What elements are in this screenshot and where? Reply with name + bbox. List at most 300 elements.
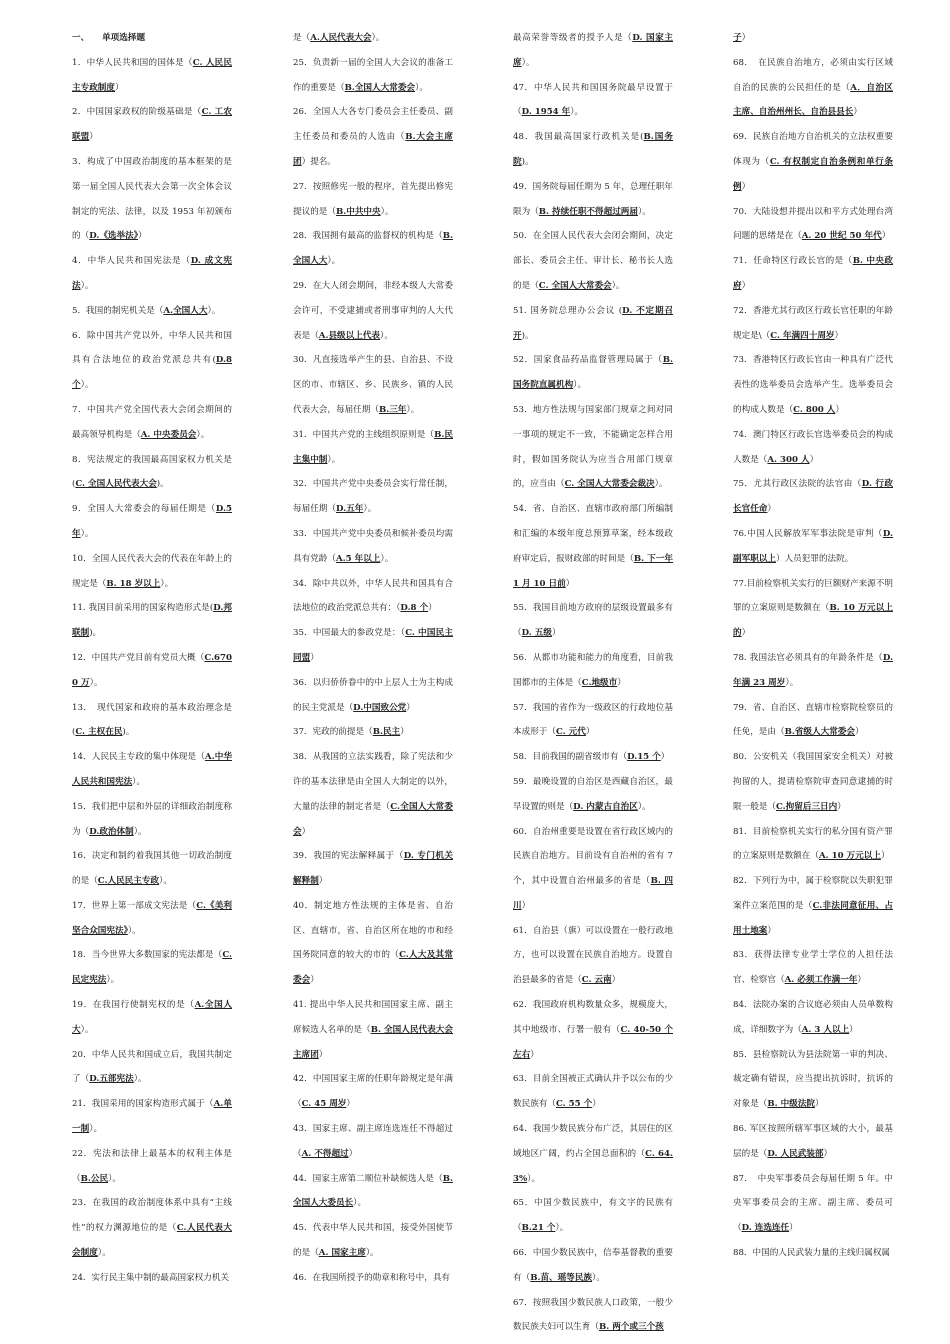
- answer-text: A. 3 人以上: [801, 1024, 850, 1035]
- answer-text: A. 20 世纪 50 年代: [801, 231, 882, 242]
- question-text: 31．中国共产党的主线组织原则是（: [293, 429, 435, 440]
- question-text: ）: [789, 1223, 798, 1234]
- question-item: [72, 596, 232, 646]
- answer-text: B.全国人大常委会: [344, 82, 415, 93]
- question-item: [72, 993, 232, 1043]
- question-text: 54．省、自治区、直辖市政府部门所编制和汇编的本级年度总预算草案，经本级政府审定后，报财政部的时间是（: [513, 504, 673, 564]
- question-item: [733, 472, 893, 522]
- answer-text: B.国务院: [513, 132, 673, 167]
- answer-text: D.《选举法》: [89, 231, 139, 242]
- question-text: ）: [585, 727, 595, 738]
- question-text: ）。: [97, 1248, 111, 1259]
- question-item: [293, 175, 453, 225]
- question-text: ）。: [380, 553, 394, 564]
- question-item: [513, 1291, 673, 1341]
- answer-text: A. 300 人: [767, 454, 810, 465]
- question-text: 46．在我国所授予的勋章和称号中，具有: [293, 1272, 451, 1283]
- question-text: 37．宪政的前提是（: [293, 727, 373, 738]
- question-item: [293, 894, 453, 993]
- question-text: ）。: [363, 504, 377, 515]
- question-text: 12．中国共产党目前有党员大概（: [72, 652, 205, 663]
- question-text: 26．全国人大各专门委员会主任委员、副主任委员和委员的人选由（: [293, 107, 453, 143]
- question-item: [513, 76, 673, 126]
- answer-text: C. 全国人大常委会: [538, 280, 612, 291]
- question-text: ）: [565, 578, 575, 589]
- question-item: [72, 497, 232, 547]
- question-text: 61．自治县（旗）可以设置在一般行政地方，也可以设置在民族自治地方。设置自治县最多的省是（: [513, 925, 673, 986]
- question-text: 41. 提出中华人民共和国国家主席、副主席候选人名单的是（: [293, 1000, 453, 1035]
- text-column-4: [733, 26, 893, 1266]
- question-item: [293, 993, 453, 1067]
- question-text: ）提名。: [301, 156, 336, 167]
- question-item: [513, 770, 673, 820]
- answer-text: B. 10 万元以上的: [733, 603, 893, 639]
- question-text: ）: [767, 504, 776, 515]
- question-text: ）。: [80, 380, 94, 391]
- question-item: [293, 1266, 453, 1291]
- answer-text: A. 不得超过: [301, 1148, 349, 1159]
- question-item: [293, 572, 453, 622]
- question-item: [733, 423, 893, 473]
- question-item: [733, 696, 893, 746]
- question-item: [733, 125, 893, 199]
- question-text: ）。: [327, 256, 341, 267]
- question-text: ）: [855, 727, 864, 738]
- question-text: ）: [521, 900, 531, 911]
- question-text: 75．尤其行政区法院的法官由（: [733, 479, 862, 490]
- question-item: [293, 745, 453, 844]
- question-text: )。: [156, 479, 169, 490]
- answer-text: C. 民定宪法: [72, 950, 232, 986]
- question-text: ）: [881, 231, 891, 242]
- answer-text: B.民主集中制: [293, 429, 454, 465]
- answer-text: C.人民民主专政: [97, 876, 160, 887]
- answer-text: B. 全国人民代表大会主席团: [293, 1024, 453, 1060]
- question-text: 38．从我国的立法实践看，除了宪法和少许的基本法律是由全国人大制定的以外，大量的法律的制定者是（: [293, 752, 453, 812]
- question-text: ）: [551, 628, 561, 639]
- answer-text: B. 下一年 1 月 10 日前: [513, 553, 673, 589]
- question-text: ）: [880, 851, 890, 862]
- answer-text: D. 专门机关解释制: [293, 851, 453, 887]
- question-text: 71．任命特区行政长官的是（: [733, 256, 853, 267]
- answer-text: D.政治体制: [89, 826, 134, 837]
- answer-text: A.人民代表大会: [310, 33, 372, 43]
- question-text: ）。: [132, 776, 146, 787]
- question-text: ）。: [637, 206, 651, 217]
- question-item: [72, 795, 232, 845]
- question-item: [72, 646, 232, 696]
- question-text: 66．中国少数民族中，信奉基督教的重要有（: [513, 1248, 673, 1283]
- question-text: 13． 现代国家和政府的基本政治理念是(: [72, 702, 232, 738]
- question-text: ）。: [521, 57, 535, 68]
- answer-text: C.非法同意征用、占用土地案: [733, 900, 893, 936]
- answer-text: A.中华人民共和国宪法: [72, 752, 232, 787]
- question-text: 63．目前全国被正式确认并予以公布的少数民族有（: [513, 1074, 673, 1110]
- question-item: [513, 1117, 673, 1191]
- question-item: [72, 1043, 232, 1093]
- question-text: 70．大陆设想并提出以和平方式处理台湾问题的思绪是在（: [733, 206, 893, 242]
- question-text: 20．中华人民共和国成立后，我国共制定了（: [72, 1049, 232, 1085]
- question-text: )。: [521, 156, 534, 167]
- question-text: ）。: [371, 33, 385, 43]
- question-text: 17．世界上第一部成文宪法是（: [72, 900, 197, 911]
- question-text: 80．公安机关（我国国家安全机关）对被拘留的人，提请检察院审查同意逮捕的时限一般是（: [733, 752, 893, 812]
- answer-text: C.地级市: [581, 677, 618, 688]
- question-text: 86. 军区按照所辖军事区域的大小，最基层的是（: [733, 1124, 893, 1159]
- question-text: 35．中国最大的参政党是：（: [293, 628, 406, 639]
- question-item: [513, 1241, 673, 1291]
- question-text: ）。: [89, 1124, 103, 1135]
- answer-text: C. 中国民主同盟: [293, 628, 453, 663]
- question-text: 一、 单项选择题: [72, 33, 146, 43]
- question-text: ）。: [108, 1173, 121, 1184]
- question-text: 65．中国少数民族中，有文字的民族有（: [513, 1198, 673, 1234]
- question-item: [293, 720, 453, 745]
- question-text: ）。: [133, 826, 147, 837]
- question-text: ）: [741, 33, 751, 43]
- question-text: )。: [89, 628, 102, 639]
- question-text: ）: [834, 330, 844, 341]
- question-text: ）: [310, 975, 319, 986]
- question-text: ）: [857, 975, 866, 986]
- question-text: ）。: [207, 305, 221, 316]
- question-item: [733, 348, 893, 422]
- answer-text: D.5 年: [72, 504, 232, 539]
- answer-text: A. 国家主席: [318, 1248, 366, 1259]
- question-text: 82．下列行为中，属于检察院以失职犯罪案件立案范围的是（: [733, 876, 893, 911]
- question-text: ）。: [406, 404, 420, 415]
- question-item: [72, 324, 232, 398]
- question-text: ）: [348, 1148, 358, 1159]
- question-item: [733, 572, 893, 646]
- question-item: [72, 696, 232, 746]
- answer-text: A.全国人大: [72, 1000, 233, 1035]
- question-text: 43．国家主席、副主席连选连任不得超过（: [293, 1124, 453, 1159]
- question-item: [293, 26, 453, 51]
- answer-text: A. 10 万元以上: [818, 851, 881, 862]
- question-text: ）。: [570, 107, 584, 118]
- question-item: [293, 522, 453, 572]
- question-text: 57．我国的省作为一级政区的行政地位基本成形于（: [513, 702, 673, 738]
- question-text: ）: [301, 826, 311, 837]
- answer-text: B.苗、瑶等民族: [530, 1272, 593, 1283]
- answer-text: B. 持续任职不得超过两届: [538, 206, 638, 217]
- question-item: [72, 1142, 232, 1192]
- answer-text: B.大会主席团: [293, 132, 453, 167]
- question-item: [513, 745, 673, 770]
- question-item: [72, 249, 232, 299]
- question-text: ）: [530, 1049, 539, 1060]
- answer-text: D. 成文宪法: [72, 256, 233, 291]
- answer-text: B. 两个或三个孩: [598, 1322, 664, 1333]
- question-item: [72, 51, 232, 101]
- question-text: ）: [741, 628, 751, 639]
- question-text: 78. 我国法官必须具有的年龄条件是（: [733, 652, 883, 663]
- question-item: [72, 547, 232, 597]
- question-item: [733, 1241, 893, 1266]
- answer-text: D.15 个: [627, 752, 661, 763]
- question-text: 47．中华人民共和国国务院最早设置于（: [513, 82, 673, 118]
- question-text: ）。: [80, 280, 94, 291]
- question-text: ）。: [327, 454, 341, 465]
- answer-text: B.21 个: [521, 1223, 556, 1234]
- question-text: 87． 中央军事委员会每届任期 5 年。中央军事委员会的主席、副主席、委员可（: [733, 1173, 893, 1234]
- question-text: 8．宪法规定的我国最高国家权力机关是(: [72, 454, 232, 490]
- question-text: ）。: [380, 330, 393, 341]
- question-text: 68． 在民族自治地方，必须由实行区域自治的民族的公民担任的是（: [733, 57, 893, 93]
- answer-text: C. 人民民主专政制度: [72, 57, 232, 93]
- question-text: ）。: [89, 677, 103, 688]
- question-item: [733, 993, 893, 1043]
- question-text: ）。: [527, 1173, 541, 1184]
- question-text: 81．目前检察机关实行的私分国有资产罪的立案原则是数额在（: [733, 826, 893, 862]
- question-item: [733, 1043, 893, 1117]
- answer-text: A.5 年以上: [335, 553, 381, 564]
- question-item: [513, 348, 673, 398]
- answer-text: D. 副军职以上: [733, 528, 893, 564]
- question-text: 2．中国国家政权的阶级基础是（: [72, 107, 202, 118]
- answer-text: A.全国人大: [163, 305, 208, 316]
- answer-text: C. 有权制定自治条例和单行条例: [733, 156, 893, 192]
- answer-text: D. 不定期召开: [513, 305, 673, 341]
- question-text: 88．中国的人民武装力量的主线归属权属: [733, 1248, 891, 1259]
- answer-text: C. 40-50 个左右: [513, 1024, 673, 1060]
- answer-text: C.6700 万: [72, 652, 232, 688]
- answer-text: C.人民代表大会制度: [72, 1223, 232, 1259]
- question-text: ）: [592, 1099, 601, 1110]
- question-text: 最高荣誉等级者的授予人是（: [513, 33, 633, 43]
- answer-text: C.拘留后三日内: [775, 801, 838, 812]
- question-item: [72, 1092, 232, 1142]
- question-item: [293, 1216, 453, 1266]
- question-text: ）: [310, 652, 319, 663]
- text-column-1: [72, 26, 232, 1291]
- question-text: ）: [853, 107, 862, 118]
- question-text: 21．我国采用的国家构造形式属于（: [72, 1099, 214, 1110]
- question-text: 36．以归侨侨眷中的中上层人士为主构成的民主党派是（: [293, 677, 453, 713]
- answer-text: D.8 个: [400, 603, 429, 614]
- question-item: [513, 1067, 673, 1117]
- question-text: 23．在我国的政治制度体系中具有“主线性”的权力渊源地位的是（: [72, 1198, 232, 1234]
- question-text: 53．地方性法规与国家部门规章之间对同一事项的规定不一致，不能确定怎样合用时，假如国务院认为应当合用部门规章的，应当由（: [513, 404, 673, 490]
- answer-text: C. 55 个: [555, 1099, 593, 1110]
- answer-text: A. 必须工作满一年: [784, 975, 858, 986]
- question-item: [293, 51, 453, 101]
- question-text: ）: [114, 82, 124, 93]
- answer-text: A．自治区主席、自治州州长、自治县县长: [733, 82, 893, 118]
- question-text: 50．在全国人民代表大会闭会期间，决定部长、委员会主任、审计长、秘书长人选的是（: [513, 231, 673, 291]
- question-text: 11. 我国目前采用的国家构造形式是(: [72, 603, 214, 614]
- answer-text: C. 全国人大常委会裁决: [564, 479, 655, 490]
- question-text: ）。: [127, 925, 141, 936]
- question-item: [293, 621, 453, 671]
- question-text: ）。: [365, 1248, 379, 1259]
- answer-text: B. 中央政府: [733, 256, 894, 291]
- question-item: [733, 51, 893, 125]
- question-text: 62．我国政府机构数量众多，规模庞大，其中地级市、行署一般有（: [513, 1000, 673, 1035]
- question-text: ）: [400, 727, 409, 738]
- question-item: [293, 1117, 453, 1167]
- answer-text: B.民主: [372, 727, 401, 738]
- question-text: 5．我国的制宪机关是（: [72, 305, 164, 316]
- question-text: 69．民族自治地方自治机关的立法权重要体现为（: [733, 132, 893, 167]
- question-text: 72．香港尤其行政区行政长官任职的年龄规定是\（: [733, 305, 893, 341]
- question-text: ）。: [415, 82, 428, 93]
- question-text: ）。: [80, 528, 94, 539]
- question-item: [513, 125, 673, 175]
- question-text: ）。: [160, 578, 174, 589]
- answer-text: D.中国致公党: [353, 702, 407, 713]
- answer-text: C. 全国人民代表大会: [75, 479, 157, 490]
- answer-text: D. 内蒙古自治区: [573, 801, 638, 812]
- question-text: 1．中华人民共和国的国体是（: [72, 57, 193, 68]
- answer-text: A.单一制: [72, 1099, 232, 1135]
- question-text: 74．澳门特区行政长官选举委员会的构成人数是（: [733, 429, 893, 465]
- question-text: 29．在大人闭会期间，非经本级人大常委会许可，不受逮捕或者刑事审判的人大代表是（: [293, 280, 453, 341]
- answer-text: A.县级以上代表: [318, 330, 381, 341]
- question-item: [293, 844, 453, 894]
- section-heading: [72, 26, 232, 51]
- question-item: [293, 348, 453, 422]
- question-text: 67．按照我国少数民族人口政策，一般少数民族夫妇可以生育（: [513, 1297, 673, 1333]
- question-text: ）。: [592, 1272, 605, 1283]
- question-text: 73．香港特区行政长官由一种具有广泛代表性的选举委员会选举产生。选举委员会的构成人数是（: [733, 355, 893, 415]
- question-item: [513, 398, 673, 497]
- answer-text: C. 云南: [581, 975, 612, 986]
- question-text: 14．人民民主专政的集中体现是（: [72, 752, 205, 763]
- question-text: 76.中国人民解放军军事法院是审判（: [733, 528, 883, 539]
- question-text: ）。: [611, 280, 625, 291]
- question-item: [72, 398, 232, 448]
- question-text: 15．我们把中层和外层的详细政治制度称为（: [72, 801, 232, 837]
- question-text: 59．最晚设置的自治区是西藏自治区，最早设置的则是（: [513, 776, 673, 812]
- answer-text: C. 元代: [555, 727, 586, 738]
- question-item: [72, 943, 232, 993]
- question-item: [733, 200, 893, 250]
- question-text: ）人员犯罪的法院。: [775, 553, 854, 564]
- question-text: ）: [611, 975, 621, 986]
- question-text: ）。: [637, 801, 651, 812]
- question-text: 10．全国人民代表大会的代表在年龄上的规定是（: [72, 553, 232, 589]
- question-item: [733, 249, 893, 299]
- question-text: 19．在我国行使制宪权的是（: [72, 1000, 195, 1011]
- question-text: )。: [122, 727, 135, 738]
- question-item: [513, 299, 673, 349]
- question-text: 84．法院办案的合议庭必须由人员单数构成，详细数字为（: [733, 1000, 893, 1035]
- answer-text: D.五年: [335, 504, 364, 515]
- question-item: [293, 1067, 453, 1117]
- question-item: [513, 919, 673, 993]
- question-text: ）: [406, 702, 415, 713]
- question-text: 42．中国国家主席的任职年龄规定是年满（: [293, 1074, 453, 1110]
- question-text: 48．我国最高国家行政机关是(: [513, 132, 644, 143]
- question-text: 45．代表中华人民共和国，接受外国使节的是（: [293, 1223, 453, 1259]
- question-text: ）。: [196, 429, 210, 440]
- question-text: ）: [835, 404, 844, 415]
- answer-text: B. 全国人大委员长: [293, 1173, 453, 1209]
- question-item: [733, 869, 893, 943]
- question-item: [733, 820, 893, 870]
- text-column-2: [293, 26, 453, 1291]
- answer-text: D. 连选连任: [741, 1223, 790, 1234]
- question-item: [72, 448, 232, 498]
- answer-text: B.三年: [378, 404, 407, 415]
- answer-text: B. 中级法院: [767, 1099, 816, 1110]
- question-text: ）。: [159, 876, 172, 887]
- question-text: ）: [837, 801, 846, 812]
- question-item: [513, 497, 673, 596]
- question-text: 25．负责新一届的全国人大会议的准备工作的重要是（: [293, 57, 453, 93]
- question-item: [733, 1117, 893, 1167]
- question-item: [733, 299, 893, 349]
- question-text: 16．决定和制约着我国其他一切政治制度的是（: [72, 851, 232, 887]
- question-text: 27．按照修宪一般的程序，首先提出修宪提议的是（: [293, 181, 453, 217]
- question-text: 56．从都市功能和能力的角度看，目前我国都市的主体是（: [513, 652, 673, 688]
- question-text: 33．中国共产党中央委员和候补委员均需具有党龄（: [293, 528, 453, 564]
- question-item: [293, 423, 453, 473]
- question-text: 28．我国拥有最高的监督权的机构是（: [293, 231, 443, 242]
- question-text: ）: [660, 752, 670, 763]
- answer-text: D.邦联制: [72, 603, 232, 639]
- question-item: [513, 596, 673, 646]
- question-text: 32．中国共产党中央委员会实行常任制，每届任期（: [293, 479, 453, 515]
- answer-text: C.人大及其常委会: [293, 950, 453, 986]
- question-text: 79．省、自治区、直辖市检察院检察员的任免，是由（: [733, 702, 893, 738]
- question-text: ）。: [80, 1024, 94, 1035]
- question-text: ）: [428, 603, 437, 614]
- answer-text: C.《美利坚合众国宪法》: [72, 900, 232, 936]
- question-text: 3．构成了中国政治制度的基本框架的是第一届全国人民代表大会第一次全体会议制定的宪法、法律，以及 1953 年初颁布的（: [72, 156, 232, 242]
- question-text: 是（: [293, 33, 311, 43]
- question-text: )。: [521, 330, 534, 341]
- question-item: [733, 646, 893, 696]
- question-text: 83．获得法律专业学士学位的人担任法官、检察官（: [733, 950, 893, 986]
- answer-text: B. 国务院直属机构: [513, 355, 673, 391]
- answer-text: C.全国人大常委会: [293, 801, 453, 837]
- answer-text: D.五部宪法: [89, 1074, 134, 1085]
- question-text: ）。: [555, 1223, 569, 1234]
- answer-text: D.8 个: [72, 355, 232, 391]
- question-text: 52．国家食品药品监督管理局属于（: [513, 355, 663, 366]
- answer-text: B.中共中央: [335, 206, 381, 217]
- question-text: ）。: [785, 677, 799, 688]
- question-text: 22．宪法和法律上最基本的权利主体是（: [72, 1148, 232, 1184]
- question-item: [72, 100, 232, 150]
- question-text: 58．目前我国的副省级市有（: [513, 752, 628, 763]
- question-text: ）: [346, 1099, 356, 1110]
- question-text: 64．我国少数民族分布广泛，其居住的区域地区广阔，约占全国总面积的（: [513, 1124, 673, 1159]
- question-item: [293, 100, 453, 174]
- question-item: [72, 894, 232, 944]
- question-item: [733, 745, 893, 819]
- question-item: [733, 943, 893, 993]
- text-column-3: [513, 26, 673, 1340]
- question-item: [513, 26, 673, 76]
- question-item: [513, 696, 673, 746]
- question-item: [72, 150, 232, 249]
- question-item: [733, 522, 893, 572]
- question-text: 39．我国的宪法解释属于（: [293, 851, 404, 862]
- question-item: [293, 274, 453, 348]
- question-text: 30．凡直接选举产生的县、自治县、不设区的市、市辖区、乡、民族乡、镇的人民代表大会，每届任期（: [293, 355, 453, 415]
- question-text: ）。: [353, 1198, 367, 1209]
- question-item: [72, 1266, 232, 1291]
- question-item: [513, 1191, 673, 1241]
- question-text: 51. 国务院总理办公会议 (: [513, 305, 623, 316]
- question-item: [293, 1167, 453, 1217]
- question-item: [72, 844, 232, 894]
- answer-text: B.公民: [80, 1173, 109, 1184]
